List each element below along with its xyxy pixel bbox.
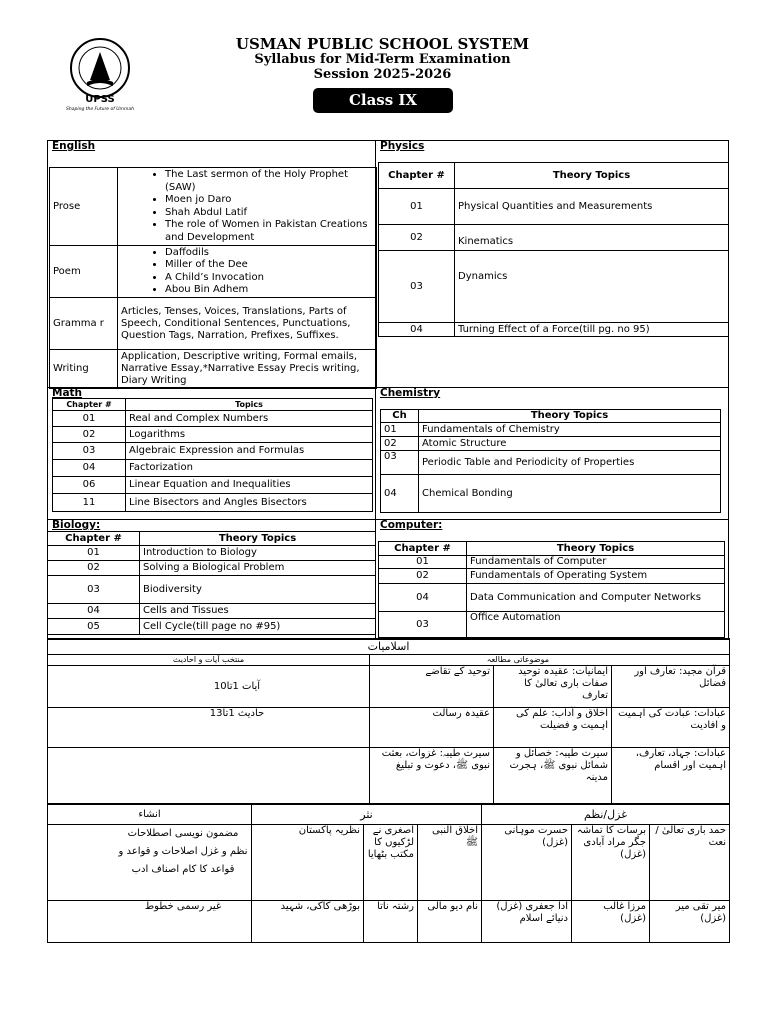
urdu-nasr: نام دیو مالی xyxy=(418,901,482,943)
urdu-nasr: اخلاق النبی ﷺ xyxy=(418,825,482,901)
urdu-nasr: نظریہ پاکستان xyxy=(252,825,364,901)
logo-text: UPSS xyxy=(85,94,115,105)
biology-title: Biology: xyxy=(52,519,101,531)
urdu-head-nasr: نثر xyxy=(252,805,482,825)
chemistry-chapter: 01 xyxy=(381,423,419,437)
computer-chapter: 04 xyxy=(379,584,467,612)
islamiyat-table xyxy=(47,638,730,804)
computer-col-topics: Theory Topics xyxy=(467,542,725,556)
islamiyat-ayat: آیات 1تا10 xyxy=(48,666,370,708)
math-chapter: 01 xyxy=(53,411,126,427)
urdu-nasr: اصغری نے لڑکیوں کا مکتب بٹھایا xyxy=(364,825,418,901)
chemistry-title: Chemistry xyxy=(380,387,441,399)
english-label-poem: Poem xyxy=(50,246,118,298)
urdu-ghazal: میر تقی میر (غزل) xyxy=(650,901,730,943)
physics-chapter: 01 xyxy=(379,189,455,225)
math-chapter: 11 xyxy=(53,494,126,512)
islamiyat-empty xyxy=(48,748,370,804)
chemistry-topic: Atomic Structure xyxy=(419,437,721,451)
english-title: English xyxy=(52,140,96,152)
math-topic: Logarithms xyxy=(126,427,373,443)
islamiyat-col-right: موضوعاتی مطالعہ xyxy=(370,655,730,666)
chemistry-topic: Fundamentals of Chemistry xyxy=(419,423,721,437)
islamiyat-title: اسلامیات xyxy=(48,639,730,655)
list-item: • Shah Abdul Latif xyxy=(165,207,373,220)
math-topic: Line Bisectors and Angles Bisectors xyxy=(126,494,373,512)
computer-chapter: 01 xyxy=(379,556,467,569)
chemistry-chapter: 03 xyxy=(381,451,419,475)
math-title: Math xyxy=(52,387,83,399)
list-item: • The role of Women in Pakistan Creations and Development xyxy=(165,219,373,244)
math-table xyxy=(52,398,373,512)
math-col-chapter: Chapter # xyxy=(53,399,126,411)
physics-topic: Physical Quantities and Measurements xyxy=(455,189,729,225)
list-item: • A Child’s Invocation xyxy=(165,272,373,285)
biology-topic: Biodiversity xyxy=(140,576,376,604)
computer-chapter: 03 xyxy=(379,612,467,638)
english-label-writing: Writing xyxy=(50,350,118,389)
islamiyat-topic: عقیدہ رسالت xyxy=(370,708,494,748)
physics-chapter: 04 xyxy=(379,323,455,337)
school-logo xyxy=(60,36,140,114)
list-item: • Moen jo Daro xyxy=(165,194,373,207)
english-table xyxy=(49,167,377,389)
chemistry-chapter: 02 xyxy=(381,437,419,451)
physics-title: Physics xyxy=(380,140,425,152)
urdu-ghazal: مرزا غالب (غزل) xyxy=(572,901,650,943)
chemistry-col-topics: Theory Topics xyxy=(419,410,721,423)
computer-topic: Fundamentals of Computer xyxy=(467,556,725,569)
chemistry-topic: Periodic Table and Periodicity of Properties xyxy=(419,451,721,475)
math-chapter: 02 xyxy=(53,427,126,443)
biology-table xyxy=(47,531,376,635)
english-prose-cell xyxy=(118,168,377,246)
islamiyat-topic: توحید کے تقاضے xyxy=(370,666,494,708)
math-chapter: 04 xyxy=(53,460,126,477)
physics-topic: Dynamics xyxy=(455,251,729,323)
session-label: Session 2025-2026 xyxy=(313,67,452,82)
urdu-nasr: بوڑھی کاکی، شہید xyxy=(252,901,364,943)
urdu-ghazal: برسات کا تماشہ جگر مراد آبادی (غزل) xyxy=(572,825,650,901)
school-title: USMAN PUBLIC SCHOOL SYSTEM xyxy=(235,35,530,53)
urdu-head-inshaa: انشاء xyxy=(48,805,252,825)
computer-topic: Fundamentals of Operating System xyxy=(467,569,725,584)
chemistry-chapter: 04 xyxy=(381,475,419,513)
english-poem-cell xyxy=(118,246,377,298)
biology-chapter: 05 xyxy=(48,619,140,635)
physics-chapter: 03 xyxy=(379,251,455,323)
islamiyat-topic: سیرت طیبہ: غزوات، بعثت نبوی ﷺ، دعوت و تبلیغ xyxy=(370,748,494,804)
urdu-ghazal: حسرت موہانی (غزل) xyxy=(482,825,572,901)
physics-col-chapter: Chapter # xyxy=(379,163,455,189)
list-item: • Miller of the Dee xyxy=(165,259,373,272)
islamiyat-topic: قرآن مجید: تعارف اور فضائل xyxy=(612,666,730,708)
islamiyat-col-left: منتخب آیات و احادیث xyxy=(48,655,370,666)
computer-topic: Office Automation xyxy=(467,612,725,638)
english-label-grammar: Gramma r xyxy=(50,298,118,350)
math-topic: Real and Complex Numbers xyxy=(126,411,373,427)
english-label-prose: Prose xyxy=(50,168,118,246)
computer-topic: Data Communication and Computer Networks xyxy=(467,584,725,612)
math-topic: Factorization xyxy=(126,460,373,477)
biology-topic: Solving a Biological Problem xyxy=(140,561,376,576)
urdu-inshaa: غیر رسمی خطوط xyxy=(48,901,252,943)
islamiyat-topic: عبادات: جہاد، تعارف، اہمیت اور اقسام xyxy=(612,748,730,804)
class-badge: Class IX xyxy=(313,88,453,113)
math-chapter: 03 xyxy=(53,443,126,460)
urdu-inshaa: مضمون نویسی اصطلاحات نظم و غزل اصلاحات و قواعد و قواعد کا کام اصناف ادب xyxy=(48,825,252,901)
islamiyat-topic: ایمانیات: عقیدہ توحید صفات باری تعالیٰ کا تعارف xyxy=(494,666,612,708)
physics-col-topics: Theory Topics xyxy=(455,163,729,189)
computer-title: Computer: xyxy=(380,519,443,531)
math-topic: Linear Equation and Inequalities xyxy=(126,477,373,494)
biology-col-topics: Theory Topics xyxy=(140,532,376,546)
english-writing-cell: Application, Descriptive writing, Formal emails, Narrative Essay,*Narrative Essay Precis writing, Diary Writing xyxy=(118,350,377,389)
physics-topic: Kinematics xyxy=(455,225,729,251)
chemistry-col-chapter: Ch xyxy=(381,410,419,423)
biology-chapter: 02 xyxy=(48,561,140,576)
chemistry-topic: Chemical Bonding xyxy=(419,475,721,513)
physics-table xyxy=(378,162,729,337)
math-topic: Algebraic Expression and Formulas xyxy=(126,443,373,460)
english-grammar-cell: Articles, Tenses, Voices, Translations, Parts of Speech, Conditional Sentences, Punctuations, Question Tags, Narration, Prefixes, Suffixes. xyxy=(118,298,377,350)
chemistry-table xyxy=(380,409,721,513)
urdu-ghazal: حمد باری تعالیٰ / نعت xyxy=(650,825,730,901)
biology-topic: Introduction to Biology xyxy=(140,546,376,561)
urdu-nasr: رشتہ ناتا xyxy=(364,901,418,943)
list-item: • Daffodils xyxy=(165,247,373,260)
list-item: • Abou Bin Adhem xyxy=(165,284,373,297)
urdu-head-ghazal: غزل/نظم xyxy=(482,805,730,825)
urdu-ghazal: ادا جعفری (غزل) دنیائے اسلام xyxy=(482,901,572,943)
list-item: • The Last sermon of the Holy Prophet (SAW) xyxy=(165,169,373,194)
biology-topic: Cell Cycle(till page no #95) xyxy=(140,619,376,635)
urdu-table xyxy=(47,804,730,943)
logo-tagline: Shaping the Future of Ummah xyxy=(66,107,134,112)
biology-col-chapter: Chapter # xyxy=(48,532,140,546)
page-subtitle: Syllabus for Mid-Term Examination xyxy=(254,52,511,67)
biology-topic: Cells and Tissues xyxy=(140,604,376,619)
biology-chapter: 04 xyxy=(48,604,140,619)
islamiyat-topic: عبادات: عبادت کی اہمیت و افادیت xyxy=(612,708,730,748)
math-chapter: 06 xyxy=(53,477,126,494)
islamiyat-hadith: حادیث 1تا13 xyxy=(48,708,370,748)
computer-chapter: 02 xyxy=(379,569,467,584)
islamiyat-topic: سیرت طیبہ: خصائل و شمائل نبوی ﷺ، ہجرت مدینہ xyxy=(494,748,612,804)
physics-chapter: 02 xyxy=(379,225,455,251)
computer-table xyxy=(378,541,725,638)
computer-col-chapter: Chapter # xyxy=(379,542,467,556)
math-col-topics: Topics xyxy=(126,399,373,411)
biology-chapter: 01 xyxy=(48,546,140,561)
physics-topic: Turning Effect of a Force(till pg. no 95) xyxy=(455,323,729,337)
biology-chapter: 03 xyxy=(48,576,140,604)
islamiyat-topic: اخلاق و آداب: علم کی اہمیت و فضیلت xyxy=(494,708,612,748)
